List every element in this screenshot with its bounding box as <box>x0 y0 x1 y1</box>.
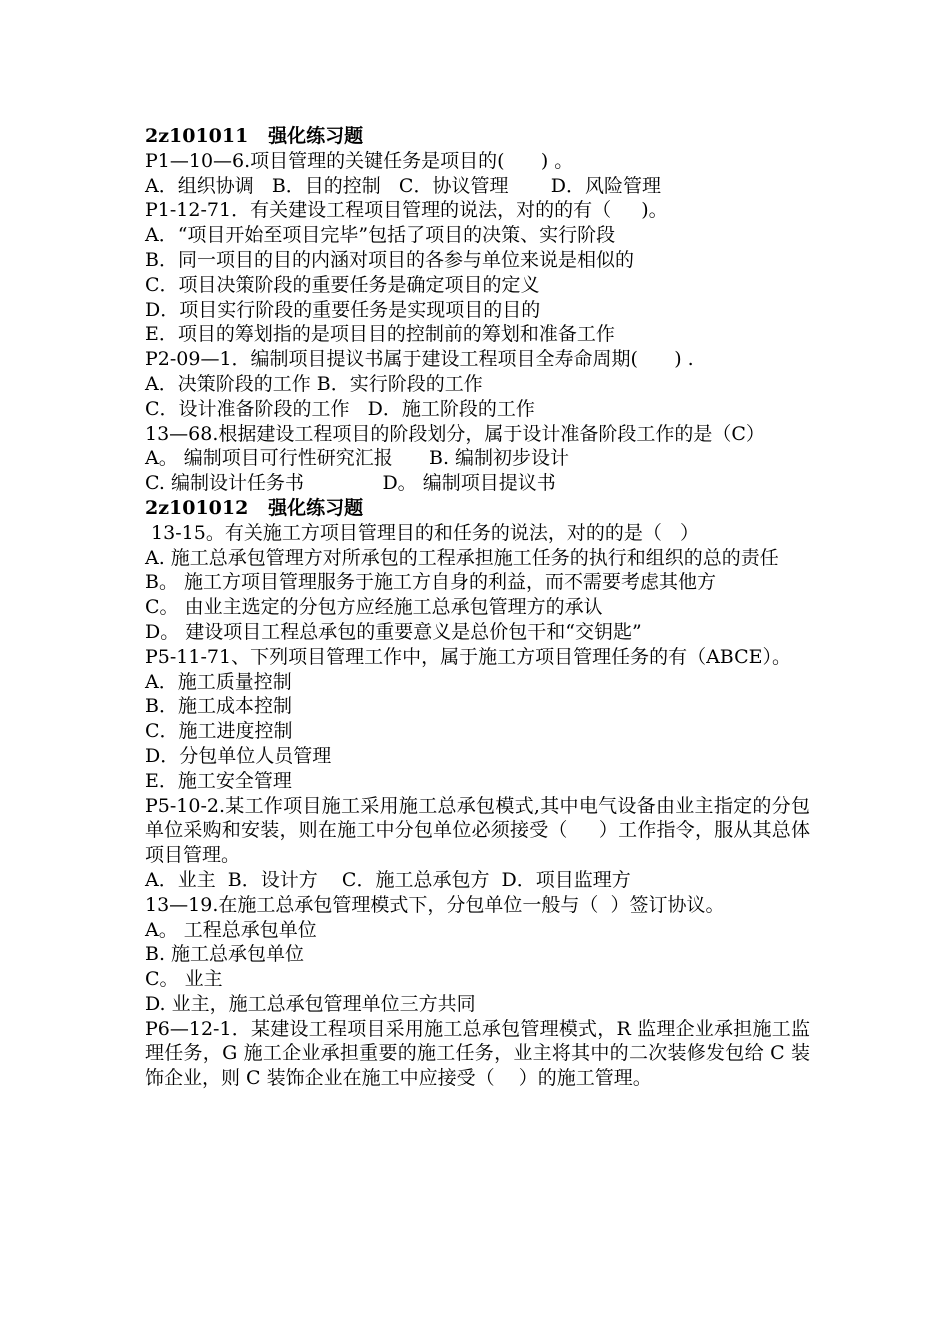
document-line: A．决策阶段的工作 B．实行阶段的工作 <box>145 372 483 395</box>
document-line: P1—10—6.项目管理的关键任务是项目的( ) 。 <box>145 149 574 172</box>
document-line: A．“项目开始至项目完毕”包括了项目的决策、实行阶段 <box>145 224 616 247</box>
document-line: A. 施工总承包管理方对所承包的工程承担施工任务的执行和组织的总的责任 <box>145 546 779 569</box>
document-line: A．组织协调 B．目的控制 C．协议管理 D．风险管理 <box>145 174 661 197</box>
document-line: D. 业主，施工总承包管理单位三方共同 <box>145 992 476 1015</box>
document-line: D。 建设项目工程总承包的重要意义是总价包干和“交钥匙” <box>145 620 642 643</box>
document-line: A．施工质量控制 <box>145 670 292 693</box>
document-page <box>145 124 810 1091</box>
document-line: C。 由业主选定的分包方应经施工总承包管理方的承认 <box>145 596 603 619</box>
document-line: 13-15。有关施工方项目管理目的和任务的说法，对的的是（ ） <box>145 521 699 544</box>
document-line: E．施工安全管理 <box>145 769 292 792</box>
document-line: 13—68.根据建设工程项目的阶段划分，属于设计准备阶段工作的是（C） <box>145 422 765 445</box>
document-line: 13—19.在施工总承包管理模式下，分包单位一般与（ ）签订协议。 <box>145 893 725 916</box>
document-line: B．同一项目的目的内涵对项目的各参与单位来说是相似的 <box>145 248 634 271</box>
section-heading: 2z101012 强化练习题 <box>145 496 364 519</box>
document-line: P6—12-1．某建设工程项目采用施工总承包管理模式，R 监理企业承担施工监理任务，G 施工企业承担重要的施工任务，业主将其中的二次装修发包给 C 装饰企业，则 C 装饰企业在施工中应接受（ ）的施工管理。 <box>145 1017 810 1090</box>
document-line: D．项目实行阶段的重要任务是实现项目的目的 <box>145 298 541 321</box>
document-line: P2-09—1．编制项目提议书属于建设工程项目全寿命周期( ) . <box>145 348 694 371</box>
document-line: A。 工程总承包单位 <box>145 918 317 941</box>
document-line: C．设计准备阶段的工作 D．施工阶段的工作 <box>145 397 535 420</box>
document-line: P5-10-2.某工作项目施工采用施工总承包模式,其中电气设备由业主指定的分包单位采购和安装，则在施工中分包单位必须接受（ ）工作指令，服从其总体项目管理。 <box>145 794 810 867</box>
document-line: E．项目的筹划指的是项目目的控制前的筹划和准备工作 <box>145 323 615 346</box>
document-line: C．项目决策阶段的重要任务是确定项目的定义 <box>145 273 540 296</box>
document-line: A．业主 B．设计方 C．施工总承包方 D．项目监理方 <box>145 868 631 891</box>
document-line: B. 施工总承包单位 <box>145 943 305 966</box>
document-line: C. 编制设计任务书 D。 编制项目提议书 <box>145 472 556 495</box>
document-line: B。 施工方项目管理服务于施工方自身的利益，而不需要考虑其他方 <box>145 571 717 594</box>
document-line: P1-12-71．有关建设工程项目管理的说法，对的的有（ )。 <box>145 199 668 222</box>
section-heading: 2z101011 强化练习题 <box>145 125 364 147</box>
document-line: D．分包单位人员管理 <box>145 744 332 767</box>
document-line: C。 业主 <box>145 968 223 991</box>
document-line: A。 编制项目可行性研究汇报 B. 编制初步设计 <box>145 447 570 470</box>
document-line: P5-11-71、下列项目管理工作中，属于施工方项目管理任务的有（ABCE）。 <box>145 645 792 668</box>
document-line: C．施工进度控制 <box>145 720 293 743</box>
document-line: B．施工成本控制 <box>145 695 292 718</box>
